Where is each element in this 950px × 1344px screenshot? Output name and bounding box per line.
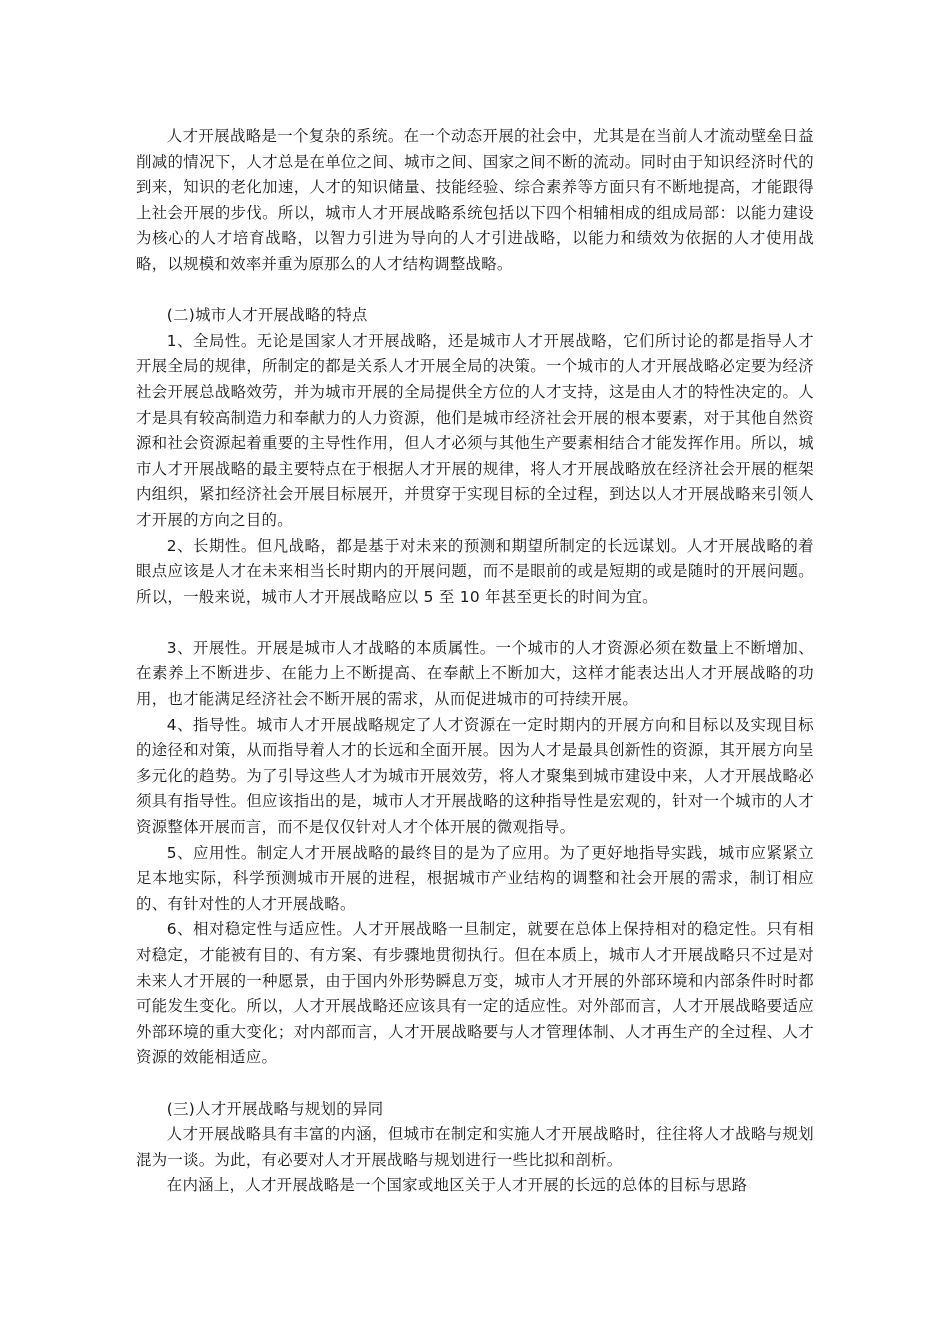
characteristic-item-3: 3、开展性。开展是城市人才战略的本质属性。一个城市的人才资源必须在数量上不断增加、在素养上不断进步、在能力上不断提高、在奉献上不断加大，这样才能表达出人才开展战略的功用，也才能满足经济社会不断开展的需求，从而促进城市的可持续开展。 bbox=[136, 638, 814, 709]
characteristic-item-5: 5、应用性。制定人才开展战略的最终目的是为了应用。为了更好地指导实践，城市应紧紧立足本地实际，科学预测城市开展的进程，根据城市产业结构的调整和社会开展的需求，制订相应的、有针对性的人才开展战略。 bbox=[136, 843, 814, 913]
strategy-plan-paragraph-2: 在内涵上，人才开展战略是一个国家或地区关于人才开展的长远的总体的目标与思路 bbox=[166, 1176, 748, 1195]
document-body bbox=[136, 124, 814, 1199]
section-heading-strategy-vs-plan: (三)人才开展战略与规划的异同 bbox=[166, 1099, 384, 1118]
characteristic-item-2: 2、长期性。但凡战略，都是基于对未来的预测和期望所制定的长远谋划。人才开展战略的着眼点应该是人才在未来相当长时期内的开展问题，而不是眼前的或是短期的或是随时的开展问题。所以，一般来说，城市人才开展战略应以 5 至 10 年甚至更长的时间为宜。 bbox=[136, 536, 814, 606]
characteristic-item-6: 6、相对稳定性与适应性。人才开展战略一旦制定，就要在总体上保持相对的稳定性。只有相对稳定，才能被有目的、有方案、有步骤地贯彻执行。但在本质上，城市人才开展战略只不过是对未来人才开展的一种愿景，由于国内外形势瞬息万变，城市人才开展的外部环境和内部条件时时都可能发生变化。所以，人才开展战略还应该具有一定的适应性。对外部而言，人才开展战略要适应外部环境的重大变化；对内部而言，人才开展战略要与人才管理体制、人才再生产的全过程、人才资源的效能相适应。 bbox=[136, 920, 814, 1067]
paragraph-spacer bbox=[136, 610, 814, 636]
strategy-plan-paragraph-1: 人才开展战略具有丰富的内涵，但城市在制定和实施人才开展战略时，往往将人才战略与规划混为一谈。为此，有必要对人才开展战略与规划进行一些比拟和剖析。 bbox=[136, 1125, 814, 1169]
paragraph-spacer bbox=[136, 1071, 814, 1097]
characteristic-item-4: 4、指导性。城市人才开展战略规定了人才资源在一定时期内的开展方向和目标以及实现目标的途径和对策，从而指导着人才的长远和全面开展。因为人才是最具创新性的资源，其开展方向呈多元化的趋势。为了引导这些人才为城市开展效劳，将人才聚集到城市建设中来，人才开展战略必须具有指导性。但应该指出的是，城市人才开展战略的这种指导性是宏观的，针对一个城市的人才资源整体开展而言，而不是仅仅针对人才个体开展的微观指导。 bbox=[136, 715, 814, 837]
paragraph-spacer bbox=[136, 278, 814, 304]
section-heading-characteristics: (二)城市人才开展战略的特点 bbox=[166, 306, 368, 325]
intro-paragraph: 人才开展战略是一个复杂的系统。在一个动态开展的社会中，尤其是在当前人才流动壁垒日益削减的情况下，人才总是在单位之间、城市之间、国家之间不断的流动。同时由于知识经济时代的到来，知识的老化加速，人才的知识储量、技能经验、综合素养等方面只有不断地提高，才能跟得上社会开展的步伐。所以，城市人才开展战略系统包括以下四个相辅相成的组成局部：以能力建设为核心的人才培育战略，以智力引进为导向的人才引进战略，以能力和绩效为依据的人才使用战略，以规模和效率并重为原那么的人才结构调整战略。 bbox=[136, 127, 814, 273]
characteristic-item-1: 1、全局性。无论是国家人才开展战略，还是城市人才开展战略，它们所讨论的都是指导人才开展全局的规律，所制定的都是关系人才开展全局的决策。一个城市的人才开展战略必定要为经济社会开展总战略效劳，并为城市开展的全局提供全方位的人才支持，这是由人才的特性决定的。人才是具有较高制造力和奉献力的人力资源，他们是城市经济社会开展的根本要素，对于其他自然资源和社会资源起着重要的主导性作用，但人才必须与其他生产要素相结合才能发挥作用。所以，城市人才开展战略的最主要特点在于根据人才开展的规律，将人才开展战略放在经济社会开展的框架内组织，紧扣经济社会开展目标展开，并贯穿于实现目标的全过程，到达以人才开展战略来引领人才开展的方向之目的。 bbox=[136, 331, 814, 529]
